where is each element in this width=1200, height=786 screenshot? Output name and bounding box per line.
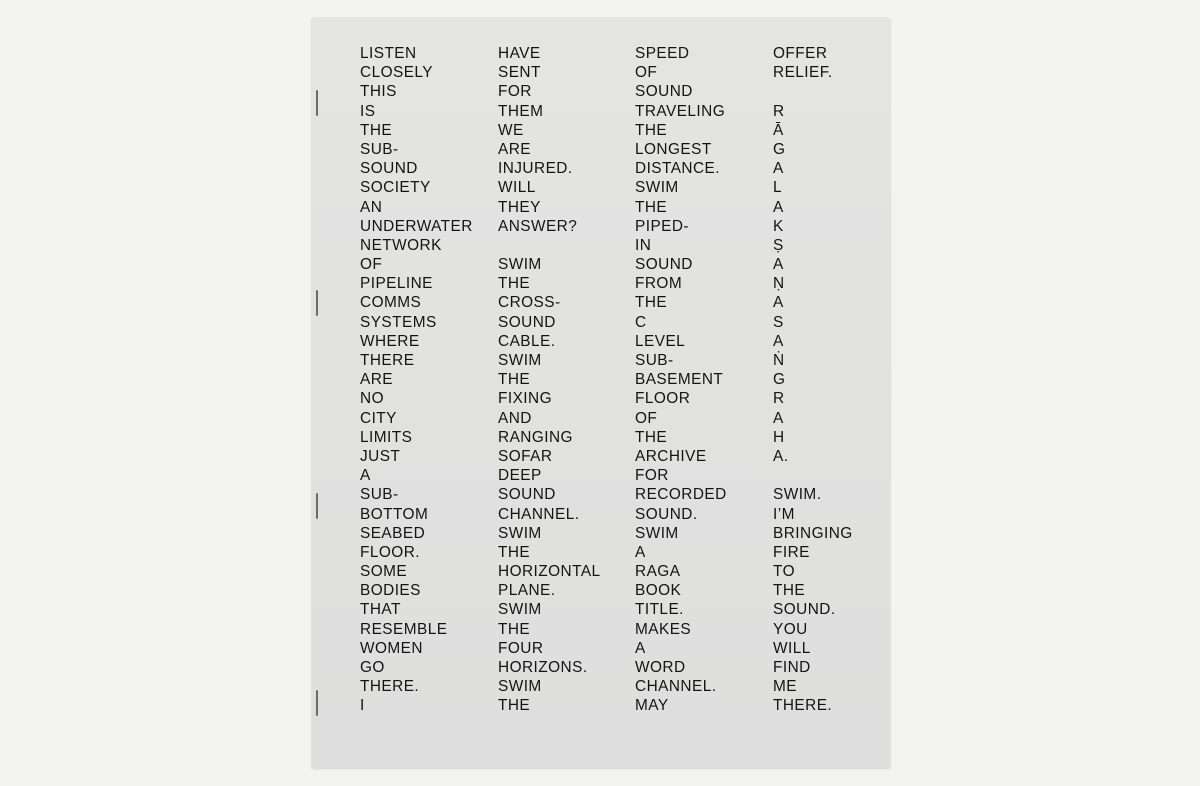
poem-word: A [360,467,371,485]
poem-word: COMMS [360,294,422,312]
poem-word [773,466,853,485]
poem-word: CLOSELY [360,64,434,82]
poem-word: PIPELINE [360,275,433,293]
poem-word: RAGA [635,563,681,581]
poem-word: SOFAR [498,447,553,465]
poem-word: THEY [498,198,541,216]
poem-word: AND [498,409,532,427]
poem-word: FOR [498,83,532,101]
poem-word: CROSS- [498,294,561,312]
poem-word: OF [360,256,383,274]
poem-word: WILL [498,179,536,197]
poem-word: SENT [498,64,541,82]
poem-word: ARE [360,371,393,389]
poem-word: SWIM [498,678,542,696]
poem-word: SWIM [498,524,542,542]
poem-word: THE [635,428,668,446]
poem-word: MAKES [635,620,692,638]
poem-word: THERE. [773,697,833,715]
poem-word: A [635,543,646,561]
poem-word: WHERE [360,332,420,350]
poem-word: SOUND [635,83,693,101]
poem-word: ARE [498,140,531,158]
poem-word: FIND [773,659,811,676]
poem-word: THE [498,697,531,715]
poem-word: THERE. [360,678,420,696]
poem-word: K [773,217,784,235]
poem-word: BODIES [360,582,421,600]
poem-word: WILL [773,639,811,657]
poem-word: S [773,313,784,331]
poem-column-3 [635,44,727,716]
poem-word: SWIM [498,352,542,369]
poem-word: RESEMBLE [360,620,448,638]
poem-word: SWIM. [773,486,822,504]
poem-word: NO [360,390,384,408]
poem-word: FLOOR. [360,543,420,561]
poem-word [773,82,853,101]
poem-word: THE [635,294,668,312]
poem-word: C [635,313,647,331]
poem-word: HORIZONTAL [498,563,601,581]
poem-word: L [773,179,783,197]
poem-word: LEVEL [635,332,686,350]
poem-word: OF [635,409,658,427]
poem-word: SOME [360,563,408,581]
poem-word: I’M [773,505,795,523]
poem-word: JUST [360,447,401,465]
poem-word: SPEED [635,45,690,62]
poem-word: WE [498,121,524,139]
poem-word: Ṣ [773,236,784,254]
poem-word: DEEP [498,467,542,485]
poem-word: TO [773,563,795,581]
poem-word: RELIEF. [773,64,833,82]
poem-word: NETWORK [360,236,442,254]
poem-word: A [773,409,784,427]
poem-word: SWIM [498,256,542,274]
poem-word: CABLE. [498,332,556,350]
poem-word: FIXING [498,390,553,408]
poem-word: SOUND [635,256,693,274]
poem-word: FROM [635,275,683,293]
poem-word: SOUND [360,160,418,178]
poem-word: THE [498,371,531,389]
poem-word: DISTANCE. [635,160,721,178]
poem-word: Ṅ [773,352,785,369]
poem-word: AN [360,198,383,216]
poem-word: THIS [360,83,397,101]
poem-column-4 [773,44,853,716]
poem-word: IN [635,236,652,254]
poem-word: A [773,160,784,178]
poem-columns [312,44,890,768]
poem-word [498,236,601,255]
poem-column-2 [498,44,601,716]
poem-word: OF [635,64,658,82]
poem-word: A [773,256,784,274]
poem-word: WOMEN [360,639,423,657]
poem-word: SUB- [360,486,399,504]
poem-word: UNDERWATER [360,217,473,235]
poem-word: TRAVELING [635,102,726,120]
poem-word: PIPED- [635,217,690,235]
poem-word: SOCIETY [360,179,431,197]
poem-word: SYSTEMS [360,313,437,331]
poem-word: HAVE [498,45,541,62]
poem-word: G [773,140,786,158]
poem-word: OFFER [773,45,828,62]
poem-word: THE [635,198,668,216]
poem-word: THE [498,275,531,293]
poem-word: A [773,198,784,216]
poem-word: RANGING [498,428,573,446]
poem-word: R [773,390,785,408]
poem-word: CHANNEL. [635,678,717,696]
poem-word: I [360,697,365,715]
poem-word: H [773,428,785,446]
poem-word: SWIM [635,524,679,542]
poem-word: RECORDED [635,486,727,504]
poem-word: LIMITS [360,428,413,446]
poem-word: A [773,332,784,350]
poem-word: SUB- [635,352,674,369]
poem-word: Ā [773,121,784,139]
poem-word: SOUND [498,313,556,331]
poem-word: LISTEN [360,45,417,62]
booklet-page [312,18,890,768]
poem-word: SOUND. [773,601,836,619]
poem-word: TITLE. [635,601,684,619]
poem-word: Ṇ [773,275,785,293]
poem-word: THE [360,121,393,139]
poem-word: THEM [498,102,544,120]
poem-word: R [773,102,785,120]
poem-word: BASEMENT [635,371,724,389]
poem-word: FIRE [773,543,810,561]
poem-word: FOUR [498,639,544,657]
poem-word: THERE [360,352,415,369]
poem-word: THE [635,121,668,139]
poem-word: A [635,639,646,657]
poem-word: THE [498,543,531,561]
poem-word: MAY [635,697,669,715]
poem-word: ARCHIVE [635,447,707,465]
poem-word: INJURED. [498,160,573,178]
poem-word: CHANNEL. [498,505,580,523]
poem-word: SWIM [635,179,679,197]
poem-word: ME [773,678,797,696]
poem-word: ANSWER? [498,217,578,235]
poem-word: SOUND [498,486,556,504]
poem-word: THE [773,582,806,600]
poem-word: A [773,294,784,312]
poem-word: FLOOR [635,390,691,408]
poem-word: G [773,371,786,389]
poem-word: IS [360,102,376,120]
poem-word: WORD [635,659,686,676]
poem-word: FOR [635,467,669,485]
poem-word: THAT [360,601,401,619]
poem-word: SUB- [360,140,399,158]
poem-word: SOUND. [635,505,698,523]
poem-word: GO [360,659,385,676]
poem-word: YOU [773,620,808,638]
poem-word: THE [498,620,531,638]
poem-word: BOOK [635,582,682,600]
poem-column-1 [360,44,473,716]
poem-word: SEABED [360,524,426,542]
poem-word: A. [773,447,789,465]
poem-word: PLANE. [498,582,556,600]
poem-word: BOTTOM [360,505,429,523]
poem-word: LONGEST [635,140,712,158]
poem-word: HORIZONS. [498,659,588,676]
poem-word: CITY [360,409,397,427]
poem-word: BRINGING [773,524,853,542]
poem-word: SWIM [498,601,542,619]
